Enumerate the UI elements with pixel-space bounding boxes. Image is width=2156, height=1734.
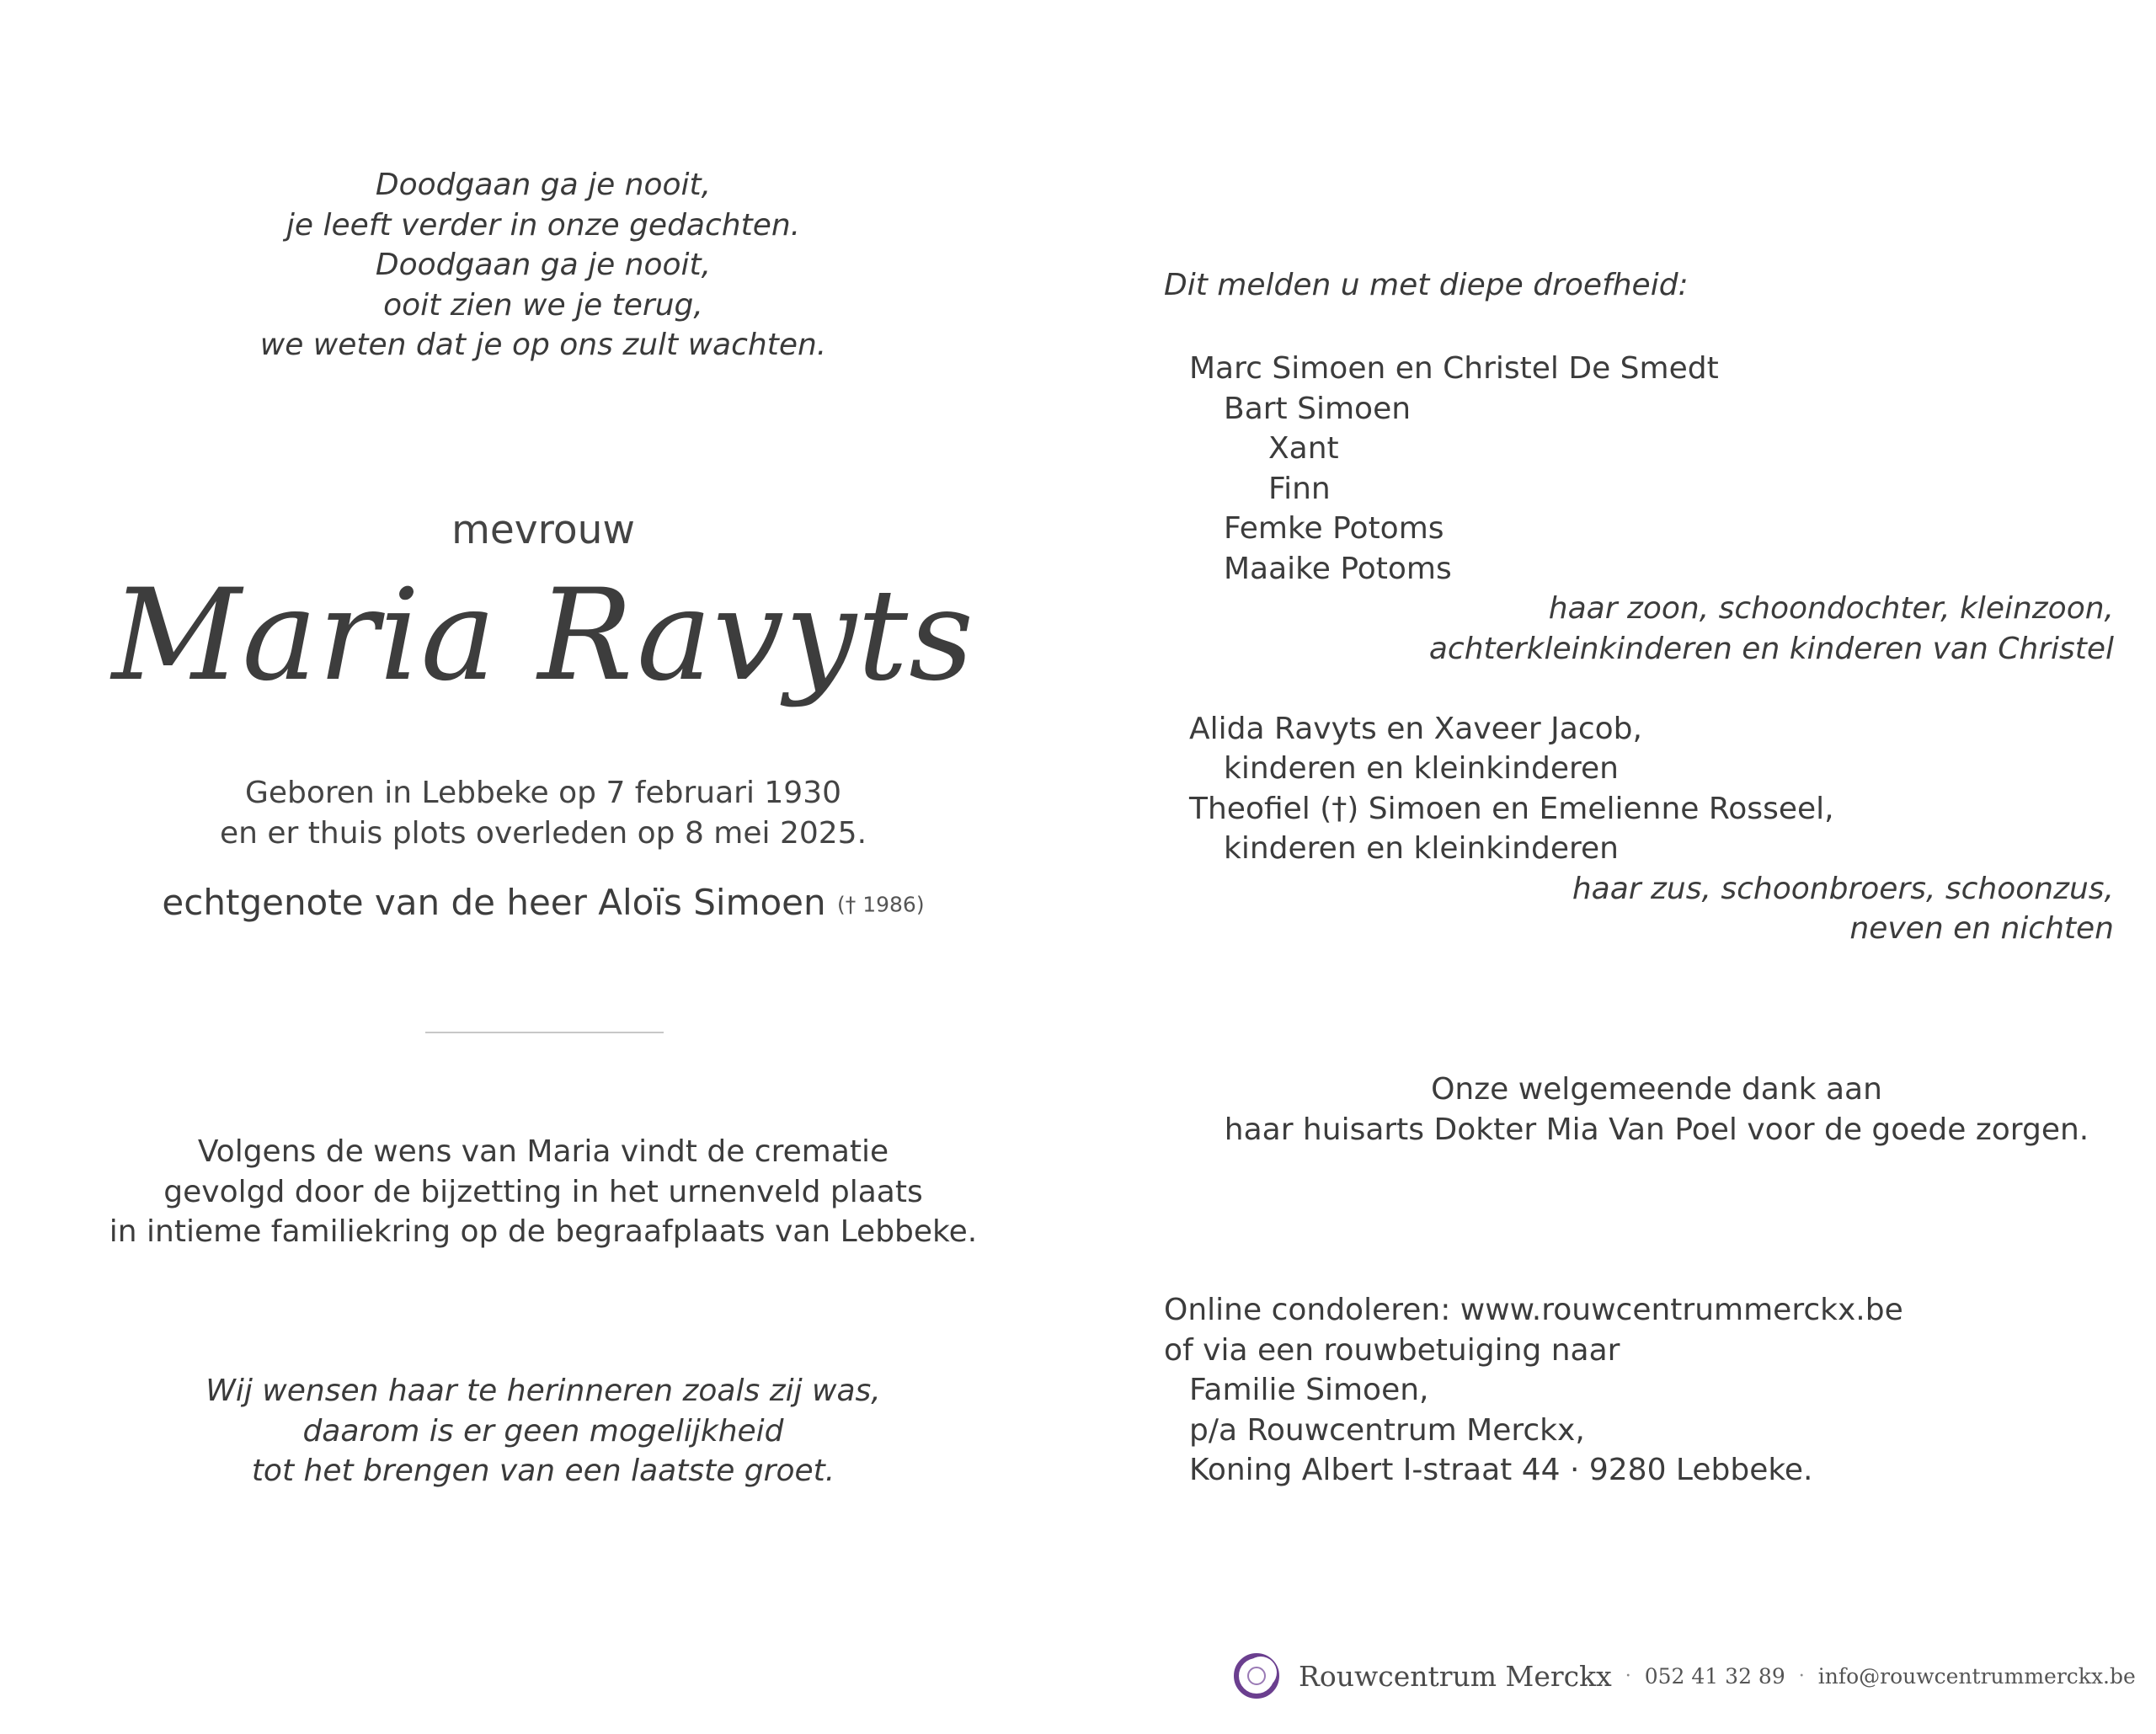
wish-notice	[0, 1371, 1086, 1491]
death-line: en er thuis plots overleden op 8 mei 2025.	[219, 815, 867, 851]
wish-line: tot het brengen van een laatste groet.	[251, 1454, 835, 1488]
spacer	[1086, 669, 2114, 709]
condolence-info	[1164, 1290, 1903, 1491]
cremation-notice	[0, 1132, 1086, 1252]
thanks-line: Onze welgemeende dank aan	[1431, 1072, 1882, 1107]
poem	[0, 165, 1086, 365]
family-member: Finn	[1268, 471, 1331, 506]
divider	[425, 1032, 664, 1033]
address-line: p/a Rouwcentrum Merckx,	[1189, 1412, 1585, 1448]
condolence-line: of via een rouwbetuiging naar	[1164, 1332, 1620, 1368]
family-relation: achterkleinkinderen en kinderen van Christel	[1428, 631, 2114, 666]
family-member: Marc Simoen en Christel De Smedt	[1189, 351, 1719, 386]
poem-line: we weten dat je op ons zult wachten.	[259, 328, 827, 362]
birth-line: Geboren in Lebbeke op 7 februari 1930	[244, 776, 842, 810]
right-column	[1086, 0, 2156, 1734]
poem-line: ooit zien we je terug,	[383, 287, 703, 323]
family-member: Bart Simoen	[1224, 391, 1412, 426]
announcement-intro: Dit melden u met diepe droefheid:	[1164, 268, 1689, 302]
family-member: Femke Potoms	[1224, 511, 1444, 546]
family-member: Alida Ravyts en Xaveer Jacob,	[1189, 711, 1642, 746]
cremation-line: in intieme familiekring op de begraafplaats van Lebbeke.	[109, 1214, 978, 1249]
spouse-line	[0, 881, 1086, 927]
family-list	[1086, 349, 2114, 949]
cremation-line: gevolgd door de bijzetting in het urnenveld plaats	[163, 1174, 923, 1209]
deceased-title: mevrouw	[451, 507, 635, 553]
spouse-death: († 1986)	[837, 892, 925, 917]
poem-line: je leeft verder in onze gedachten.	[286, 207, 801, 243]
wish-line: Wij wensen haar te herinneren zoals zij was,	[205, 1374, 881, 1408]
wish-line: daarom is er geen mogelijkheid	[302, 1413, 784, 1449]
cremation-line: Volgens de wens van Maria vindt de crematie	[197, 1134, 889, 1169]
separator-dot: ·	[1625, 1665, 1631, 1687]
family-member: Xant	[1268, 431, 1339, 466]
funeral-home-footer	[1233, 1651, 2136, 1701]
email-address: info@rouwcentrummerckx.be	[1817, 1663, 2136, 1689]
separator-dot: ·	[1798, 1665, 1805, 1687]
thanks-line: haar huisarts Dokter Mia Van Poel voor de goede zorgen.	[1224, 1112, 2089, 1147]
family-member: kinderen en kleinkinderen	[1224, 831, 1619, 866]
poem-line: Doodgaan ga je nooit,	[375, 168, 712, 202]
spouse-text: echtgenote van de heer Aloïs Simoen	[162, 882, 826, 923]
deceased-name: Maria Ravyts	[111, 563, 975, 709]
family-relation: haar zoon, schoondochter, kleinzoon,	[1548, 591, 2114, 626]
brand-name: Rouwcentrum Merckx	[1299, 1659, 1612, 1693]
family-member: kinderen en kleinkinderen	[1224, 751, 1619, 786]
family-member: Theofiel (†) Simoen en Emelienne Rosseel,	[1189, 791, 1834, 826]
family-relation: neven en nichten	[1849, 911, 2114, 946]
phone-number: 052 41 32 89	[1644, 1663, 1785, 1689]
address-line: Koning Albert I-straat 44 · 9280 Lebbeke.	[1189, 1453, 1813, 1487]
poem-line: Doodgaan ga je nooit,	[375, 248, 712, 282]
thanks-note	[1164, 1070, 2149, 1150]
condolence-line: Online condoleren: www.rouwcentrummerckx.be	[1164, 1293, 1903, 1327]
crescent-logo-icon	[1233, 1652, 1280, 1699]
family-relation: haar zus, schoonbroers, schoonzus,	[1572, 871, 2114, 906]
address-line: Familie Simoen,	[1189, 1373, 1429, 1407]
family-member: Maaike Potoms	[1224, 551, 1452, 586]
life-dates	[0, 773, 1086, 853]
